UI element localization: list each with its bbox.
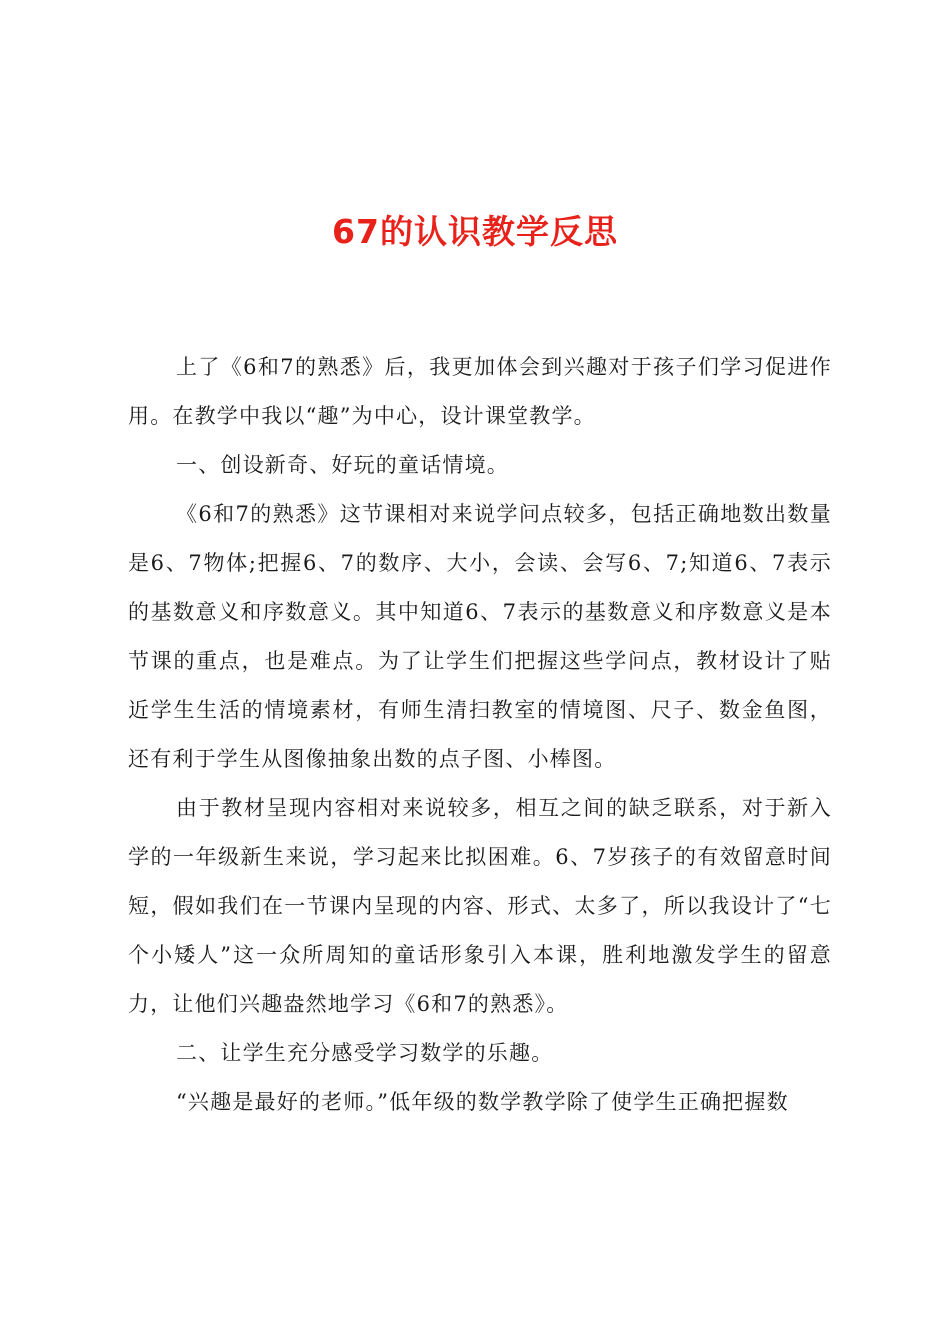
paragraph-intro: 上了《6和7的熟悉》后，我更加体会到兴趣对于孩子们学习促进作用。在教学中我以“趣”为中心，设计课堂教学。 xyxy=(128,355,832,428)
section-heading-1: 一、创设新奇、好玩的童话情境。 xyxy=(176,453,509,477)
paragraph-interest: “兴趣是最好的老师。”低年级的数学教学除了使学生正确把握数 xyxy=(176,1090,789,1114)
section-heading-2: 二、让学生充分感受学习数学的乐趣。 xyxy=(176,1041,554,1065)
document-title: 67的认识教学反思 xyxy=(332,212,618,251)
paragraph-lesson-content: 《6和7的熟悉》这节课相对来说学问点较多，包括正确地数出数量是6、7物体;把握6、7的数序、大小，会读、会写6、7;知道6、7表示的基数意义和序数意义。其中知道6、7表示的基数意义和序数意义是本节课的重点，也是难点。为了让学生们把握这些学问点，教材设计了贴近学生生活的情境素材，有师生清扫教室的情境图、尺子、数金鱼图，还有利于学生从图像抽象出数的点子图、小棒图。 xyxy=(128,502,832,771)
paragraph-design-reason: 由于教材呈现内容相对来说较多，相互之间的缺乏联系，对于新入学的一年级新生来说，学习起来比拟困难。6、7岁孩子的有效留意时间短，假如我们在一节课内呈现的内容、形式、太多了，所以我设计了“七个小矮人”这一众所周知的童话形象引入本课，胜利地激发学生的留意力，让他们兴趣盎然地学习《6和7的熟悉》。 xyxy=(128,796,832,1016)
document-body xyxy=(128,343,832,1127)
